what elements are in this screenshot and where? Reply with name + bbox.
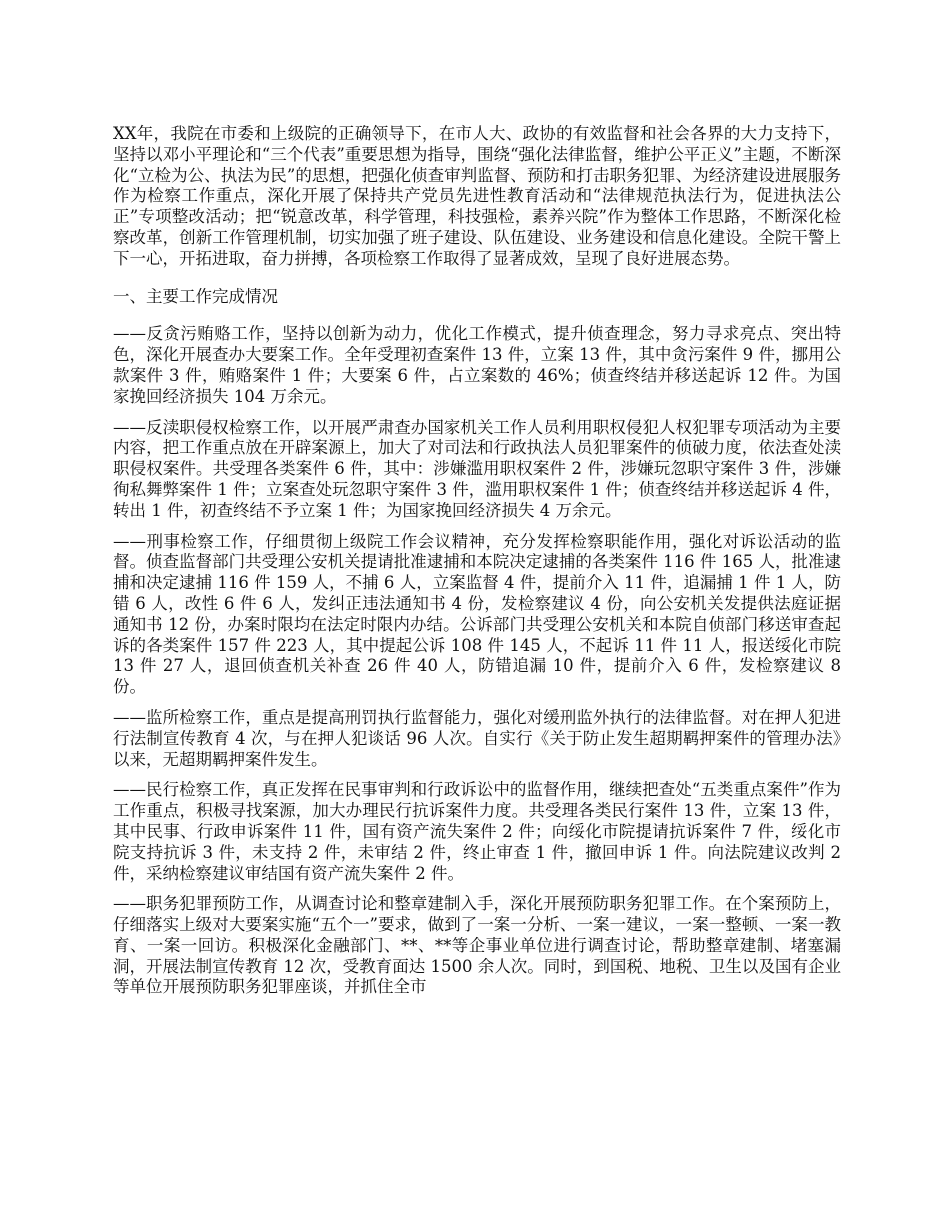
paragraph-criminal-prosecution: ——刑事检察工作，仔细贯彻上级院工作会议精神，充分发挥检察职能作用，强化对诉讼活动的监督。侦查监督部门共受理公安机关提请批准逮捕和本院决定逮捕的各类案件 116 件 165 人，批准逮捕和决定逮捕 116 件 159 人，不捕 6 人，立案监督 4 件，提前介入 11 件，追漏捕 1 件 1 人，防错 6 人，改性 6 件 6 人，发纠正违法通知书 4 份，发检察建议 4 份，向公安机关发提供法庭证据通知书 12 份，办案时限均在法定时限内办结。公诉部门共受理公安机关和本院自侦部门移送审查起诉的各类案件 157 件 223 人，其中提起公诉 108 件 145 人，不起诉 11 件 11 人，报送绥化市院 13 件 27 人，退回侦查机关补查 26 件 40 人，防错追漏 10 件，提前介入 6 件，发检察建议 8 份。 [113, 531, 841, 697]
paragraph-prison-supervision: ——监所检察工作，重点是提高刑罚执行监督能力，强化对缓刑监外执行的法律监督。对在押人犯进行法制宣传教育 4 次，与在押人犯谈话 96 人次。自实行《关于防止发生超期羁押案件的管理办法》以来，无超期羁押案件发生。 [113, 707, 841, 769]
document-body [113, 124, 841, 1008]
paragraph-crime-prevention: ——职务犯罪预防工作，从调查讨论和整章建制入手，深化开展预防职务犯罪工作。在个案预防上，仔细落实上级对大要案实施“五个一”要求，做到了一案一分析、一案一建议，一案一整顿、一案一教育、一案一回访。积极深化金融部门、**、**等企事业单位进行调查讨论，帮助整章建制、堵塞漏洞，开展法制宣传教育 12 次，受教育面达 1500 余人次。同时，到国税、地税、卫生以及国有企业等单位开展预防职务犯罪座谈，并抓住全市 [113, 894, 841, 997]
paragraph-civil-administrative: ——民行检察工作，真正发挥在民事审判和行政诉讼中的监督作用，继续把查处“五类重点案件”作为工作重点，积极寻找案源，加大办理民行抗诉案件力度。共受理各类民行案件 13 件，立案 13 件，其中民事、行政申诉案件 11 件，国有资产流失案件 2 件；向绥化市院提请抗诉案件 7 件，绥化市院支持抗诉 3 件，未支持 2 件，未审结 2 件，终止审查 1 件，撤回申诉 1 件。向法院建议改判 2 件，采纳检察建议审结国有资产流失案件 2 件。 [113, 780, 841, 883]
paragraph-dereliction: ——反渎职侵权检察工作，以开展严肃查办国家机关工作人员利用职权侵犯人权犯罪专项活动为主要内容，把工作重点放在开辟案源上，加大了对司法和行政执法人员犯罪案件的侦破力度，依法查处渎职侵权案件。共受理各类案件 6 件，其中：涉嫌滥用职权案件 2 件，涉嫌玩忽职守案件 3 件，涉嫌徇私舞弊案件 1 件；立案查处玩忽职守案件 3 件，滥用职权案件 1 件；侦查终结并移送起诉 4 件，转出 1 件，初查终结不予立案 1 件；为国家挽回经济损失 4 万余元。 [113, 417, 841, 520]
intro-paragraph: XX年，我院在市委和上级院的正确领导下，在市人大、政协的有效监督和社会各界的大力支持下，坚持以邓小平理论和“三个代表”重要思想为指导，围绕“强化法律监督，维护公平正义”主题，不断深化“立检为公、执法为民”的思想，把强化侦查审判监督、预防和打击职务犯罪、为经济建设进展服务作为检察工作重点，深化开展了保持共产党员先进性教育活动和“法律规范执法行为，促进执法公正”专项整改活动；把“锐意改革，科学管理，科技强检，素养兴院”作为整体工作思路，不断深化检察改革，创新工作管理机制，切实加强了班子建设、队伍建设、业务建设和信息化建设。全院干警上下一心，开拓进取，奋力拼搏，各项检察工作取得了显著成效，呈现了良好进展态势。 [113, 124, 841, 268]
paragraph-anti-corruption: ——反贪污贿赂工作，坚持以创新为动力，优化工作模式，提升侦查理念，努力寻求亮点、突出特色，深化开展查办大要案工作。全年受理初查案件 13 件，立案 13 件，其中贪污案件 9 件，挪用公款案件 3 件，贿赂案件 1 件；大要案 6 件，占立案数的 46%；侦查终结并移送起诉 12 件。为国家挽回经济损失 104 万余元。 [113, 324, 841, 406]
section-heading: 一、主要工作完成情况 [113, 286, 278, 306]
